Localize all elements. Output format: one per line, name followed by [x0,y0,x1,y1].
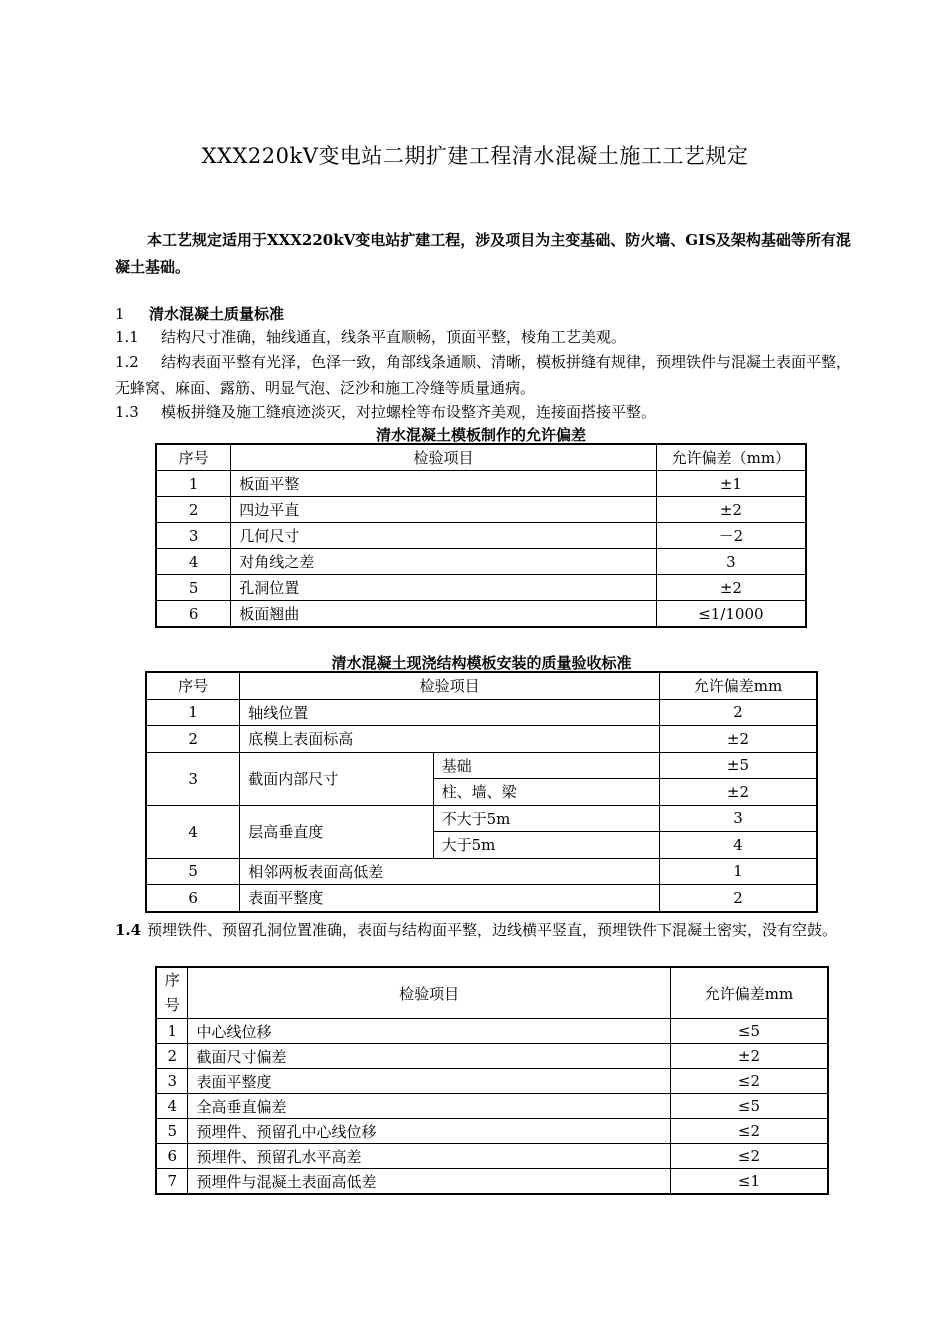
table-row [146,858,817,885]
cell-no: 4 [156,1094,188,1119]
cell-item: 相邻两板表面高低差 [240,858,660,885]
cell-item: 截面尺寸偏差 [188,1044,670,1069]
cell-no: 2 [156,497,231,523]
cell-no: 4 [146,805,240,858]
cell-no: 1 [156,471,231,497]
cell-tolerance: ≤1 [670,1169,828,1195]
cell-tolerance: ≤5 [670,1094,828,1119]
cell-no: 5 [156,575,231,601]
cell-item: 表面平整度 [188,1069,670,1094]
cell-no: 6 [146,885,240,912]
formwork-acceptance-table [145,671,818,913]
cell-no: 3 [156,523,231,549]
table2-caption: 清水混凝土现浇结构模板安装的质量验收标准 [331,654,632,672]
page-title: XXX220kV变电站二期扩建工程清水混凝土施工工艺规定 [201,144,749,168]
cell-item: 几何尺寸 [231,523,657,549]
cell-tolerance: ±5 [659,752,817,779]
clause-1-1 [115,324,855,350]
cell-tolerance: ±2 [670,1044,828,1069]
cell-item: 预埋件、预留孔中心线位移 [188,1119,670,1144]
cell-tolerance: ≤5 [670,1019,828,1044]
cell-no: 5 [156,1119,188,1144]
cell-no: 2 [146,726,240,753]
header-cell-no [156,967,188,1019]
table-row [146,885,817,912]
clause-text: 预埋铁件、预留孔洞位置准确，表面与结构面平整，边线横平竖直，预埋铁件下混凝土密实，没有空鼓。 [147,921,838,939]
clause-number: 1.2 [115,353,139,371]
header-text: 号 [164,996,180,1014]
cell-tolerance: ±2 [656,575,806,601]
table-header-row [146,672,817,699]
cell-item: 表面平整度 [240,885,660,912]
table-row [146,752,817,779]
table-row [156,1019,828,1044]
cell-no: 4 [156,549,231,575]
table-row [156,575,806,601]
header-cell: 序号 [156,444,231,471]
cell-item: 全高垂直偏差 [188,1094,670,1119]
clause-text: 结构尺寸准确，轴线通直，线条平直顺畅，顶面平整，棱角工艺美观。 [161,328,627,346]
table-row [146,726,817,753]
cell-item: 板面平整 [231,471,657,497]
cell-no: 3 [146,752,240,805]
table-row [156,1069,828,1094]
table-row [156,1094,828,1119]
cell-tolerance: ±2 [659,726,817,753]
clause-text: 模板拼缝及施工缝痕迹淡灭，对拉螺栓等布设整齐美观，连接面搭接平整。 [161,403,657,421]
cell-subitem: 大于5m [433,832,659,859]
clause-1-4 [115,917,860,943]
cell-item: 层高垂直度 [240,805,433,858]
cell-item: 四边平直 [231,497,657,523]
cell-tolerance: ±2 [656,497,806,523]
cell-item: 底模上表面标高 [240,726,660,753]
table-row [156,523,806,549]
clause-1-3 [115,399,855,425]
table-header-row [156,444,806,471]
cell-tolerance: 4 [659,832,817,859]
cell-no: 6 [156,1144,188,1169]
cell-tolerance: ≤2 [670,1069,828,1094]
cell-subitem: 柱、墙、梁 [433,779,659,806]
cell-tolerance: ±2 [659,779,817,806]
table-row [156,1144,828,1169]
header-cell: 序号 [146,672,240,699]
template-tolerance-table [155,443,807,628]
embedded-parts-table [155,966,829,1195]
header-cell: 允许偏差（mm） [656,444,806,471]
table-row [156,1044,828,1069]
header-cell: 检验项目 [188,967,670,1019]
cell-tolerance: ≤1/1000 [656,601,806,628]
cell-tolerance: 1 [659,858,817,885]
section-number: 1 [115,305,125,323]
cell-tolerance: 3 [656,549,806,575]
table-row [156,549,806,575]
cell-no: 1 [146,699,240,726]
cell-tolerance: －2 [656,523,806,549]
clause-text: 结构表面平整有光泽，色泽一致，角部线条通顺、清晰，模板拼缝有规律，预埋铁件与混凝土表面平整，无蜂窝、麻面、露筋、明显气泡、泛沙和施工冷缝等质量通病。 [115,353,852,397]
cell-subitem: 基础 [433,752,659,779]
clause-1-2 [115,349,855,401]
header-cell: 检验项目 [240,672,660,699]
table-row [156,497,806,523]
cell-item: 板面翘曲 [231,601,657,628]
clause-number: 1.3 [115,403,139,421]
cell-tolerance: ±1 [656,471,806,497]
section-title: 清水混凝土质量标准 [149,305,285,323]
cell-subitem: 不大于5m [433,805,659,832]
table-header-row [156,967,828,1019]
table-row [146,699,817,726]
header-cell: 允许偏差mm [659,672,817,699]
cell-tolerance: 3 [659,805,817,832]
table1-caption: 清水混凝土模板制作的允许偏差 [375,426,586,444]
section-heading [115,303,284,324]
cell-item: 预埋件与混凝土表面高低差 [188,1169,670,1195]
table-row [156,471,806,497]
cell-tolerance: ≤2 [670,1119,828,1144]
cell-no: 3 [156,1069,188,1094]
table-row [156,1169,828,1195]
cell-tolerance: ≤2 [670,1144,828,1169]
cell-no: 6 [156,601,231,628]
clause-number: 1.4 [115,921,142,939]
table-row [156,1119,828,1144]
cell-item: 中心线位移 [188,1019,670,1044]
cell-no: 1 [156,1019,188,1044]
header-text: 序 [164,971,180,989]
cell-no: 5 [146,858,240,885]
cell-no: 7 [156,1169,188,1195]
cell-item: 轴线位置 [240,699,660,726]
clause-number: 1.1 [115,328,139,346]
header-cell: 检验项目 [231,444,657,471]
header-cell: 允许偏差mm [670,967,828,1019]
table-row [156,601,806,628]
cell-item: 截面内部尺寸 [240,752,433,805]
cell-no: 2 [156,1044,188,1069]
cell-item: 孔洞位置 [231,575,657,601]
cell-item: 对角线之差 [231,549,657,575]
intro-paragraph: 本工艺规定适用于XXX220kV变电站扩建工程，涉及项目为主变基础、防火墙、GIS及架构基础等所有混凝土基础。 [115,231,851,276]
cell-item: 预埋件、预留孔水平高差 [188,1144,670,1169]
table-row [146,805,817,832]
cell-tolerance: 2 [659,885,817,912]
cell-tolerance: 2 [659,699,817,726]
